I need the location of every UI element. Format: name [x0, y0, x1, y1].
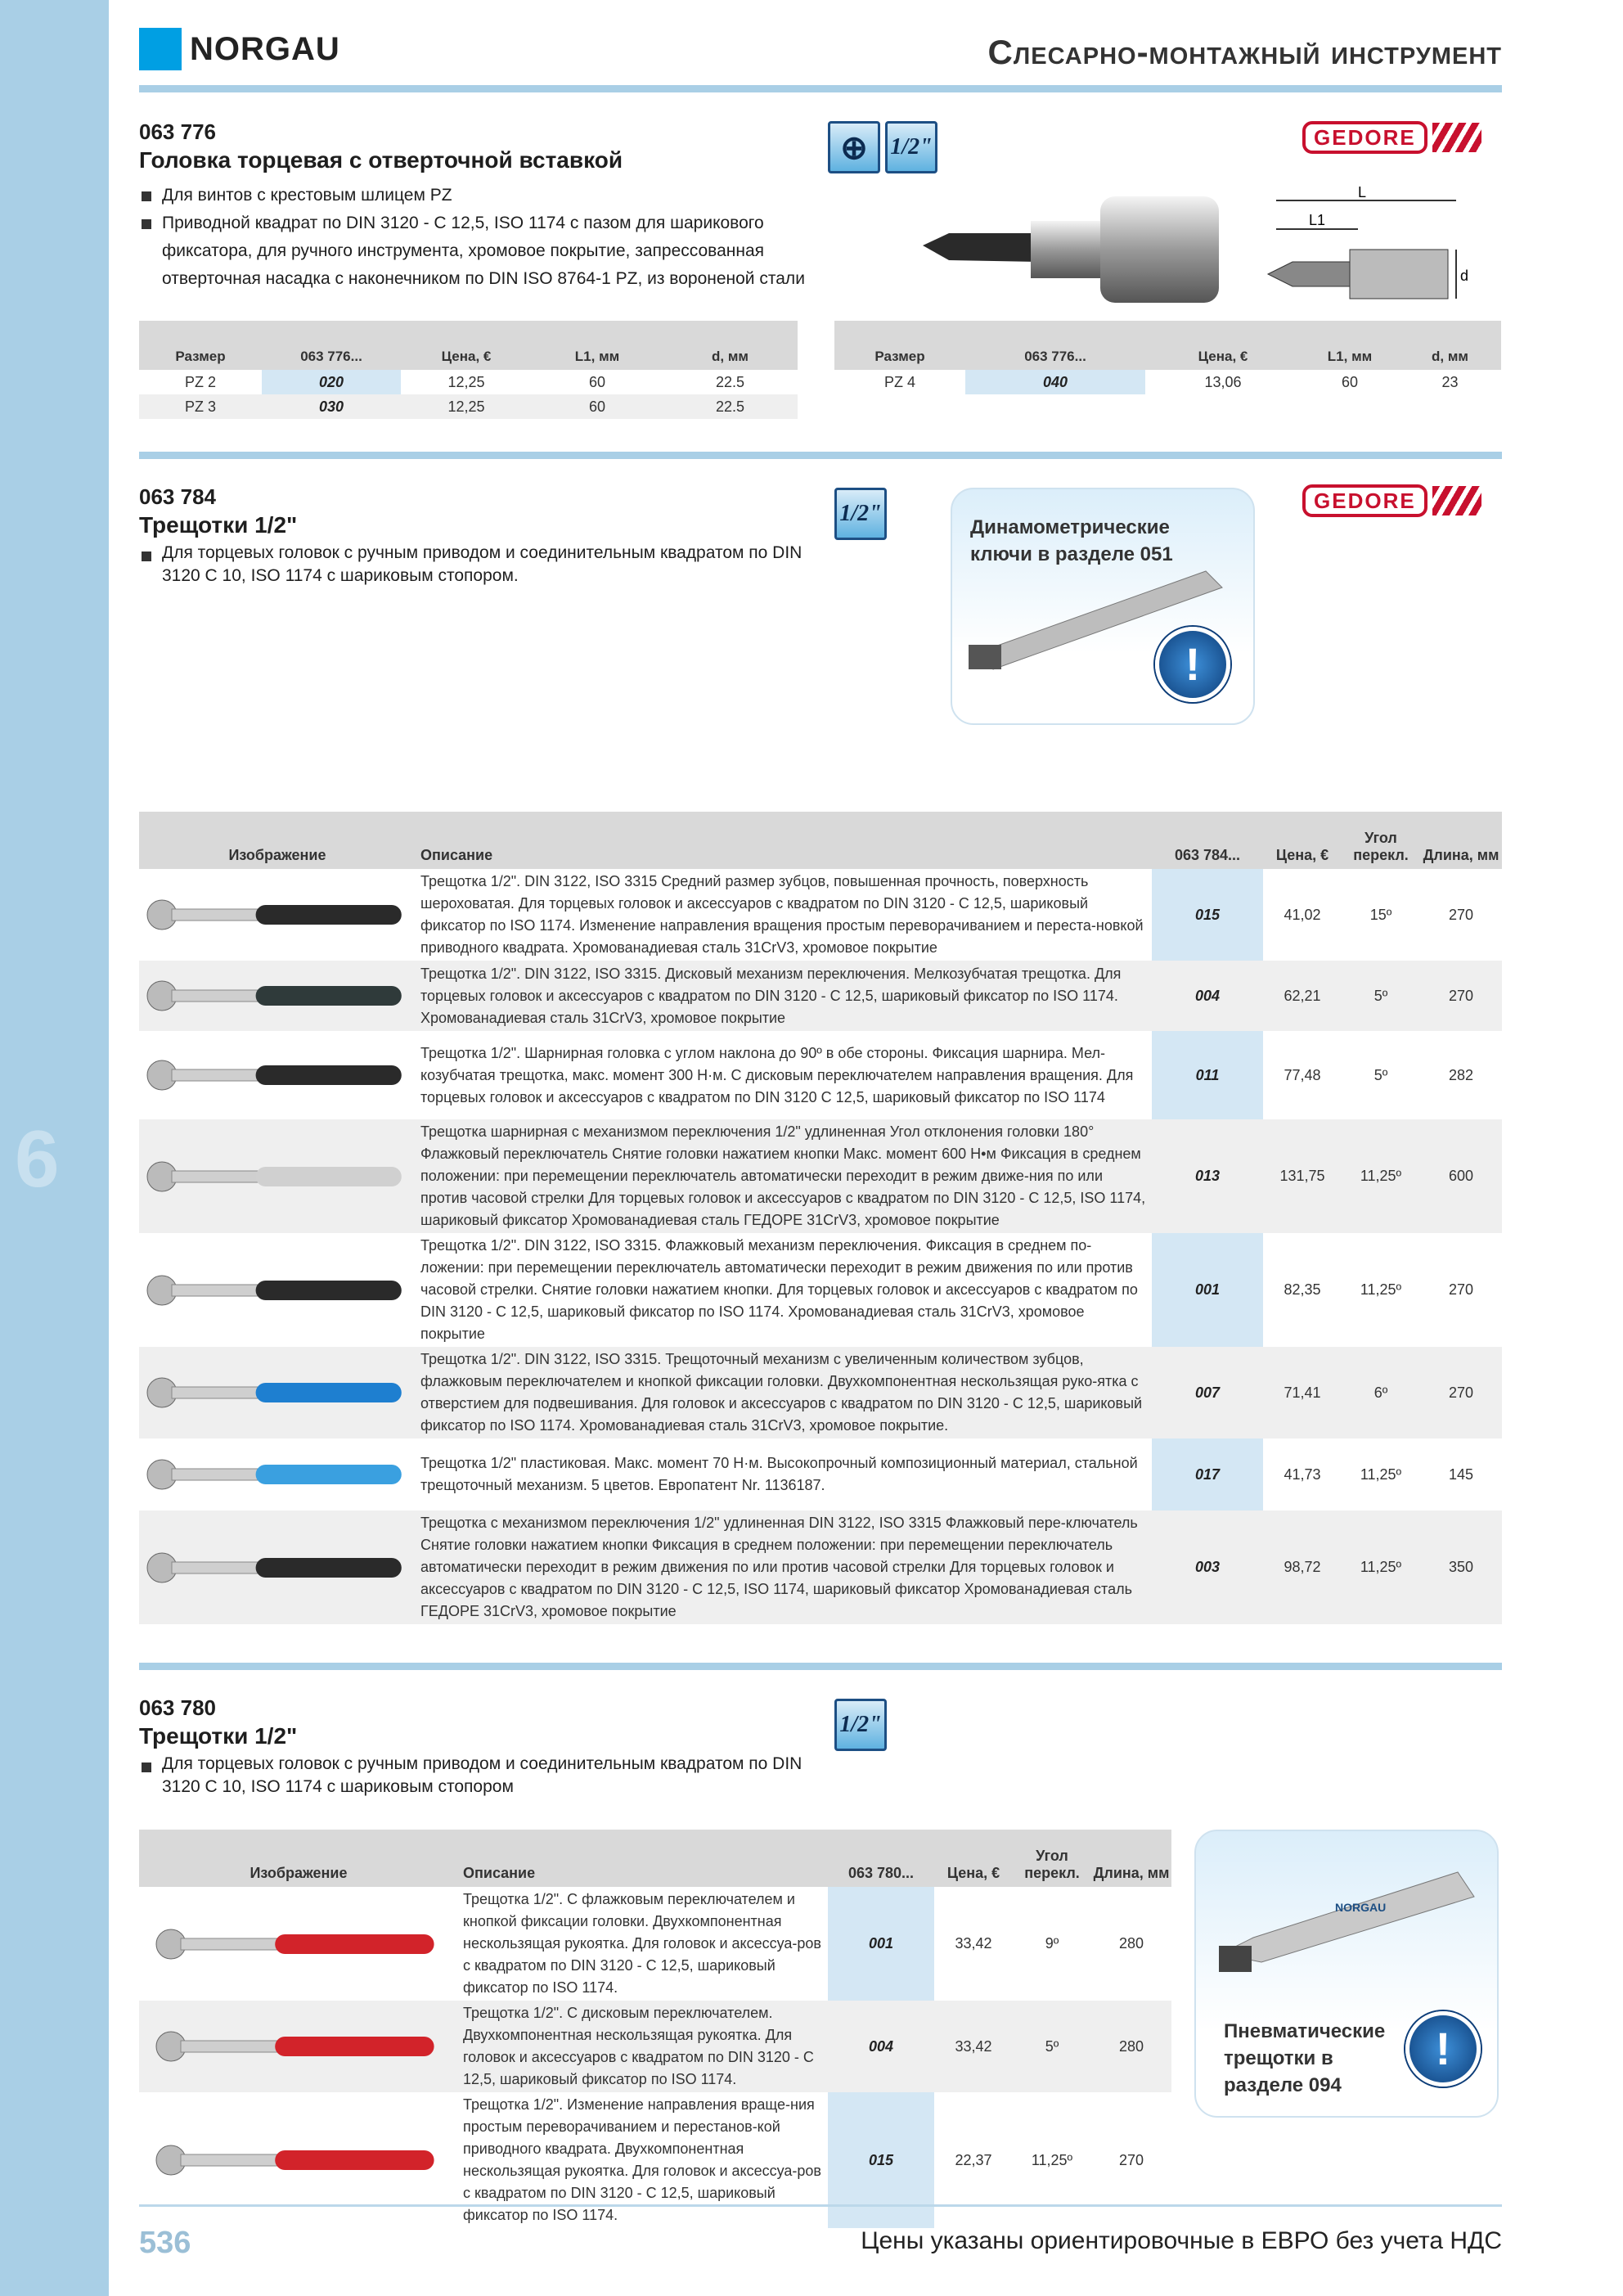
section-code: 063 780 [139, 1695, 216, 1720]
ratchet-image [142, 882, 412, 948]
length-cell: 280 [1091, 2001, 1171, 2092]
col-header: Угол перекл. [1013, 1830, 1091, 1887]
tool-brand-label: NORGAU [1335, 1901, 1387, 1914]
ratchet-image [142, 1144, 412, 1209]
price-cell: 62,21 [1263, 961, 1342, 1031]
divider [139, 452, 1502, 459]
product-image-cell [139, 961, 416, 1031]
table-row [139, 1031, 1502, 1119]
drive-size-badge: 1/2" [834, 1699, 887, 1751]
ratchet-image [142, 1360, 412, 1425]
ratchet-image [151, 2127, 446, 2193]
bullet-item: Для торцевых головок с ручным приводом и соединительным квадратом по DIN 3120 C 10, ISO 1174 с шариковым стопором. [139, 542, 810, 588]
price-cell: 77,48 [1284, 1066, 1321, 1083]
length-cell: 270 [1420, 1347, 1502, 1438]
product-image-cell [139, 2001, 458, 2092]
table-row [139, 1233, 1502, 1347]
article-cell: 015 [828, 2092, 934, 2228]
table-row [139, 961, 1502, 1031]
col-header: Цена, € [401, 321, 532, 370]
description-cell: Трещотка 1/2". Шарнирная головка с углом наклона до 90º в обе стороны. Фиксация шарнира. Мел-козубчатая трещотка, макс. момент 300 Н·м. С дисковым переключателем направления вращения. Для торцевых головок и аксессуаров с квадратом по DIN 3120 C 12,5, шариковый фиксатор по ISO 1174 [420, 1044, 1134, 1105]
promo-torque-wrenches[interactable] [951, 488, 1255, 725]
brand-logo [139, 28, 340, 70]
table-row [139, 1119, 1502, 1233]
article-cell: 011 [1152, 1031, 1263, 1119]
article-cell: 004 [1152, 961, 1263, 1031]
length-cell: 270 [1118, 2151, 1144, 2168]
col-header: 063 784... [1152, 812, 1263, 869]
description-cell: Трещотка 1/2". DIN 3122, ISO 3315. Трещоточный механизм с увеличенным количеством зубцов, флажковым переключателем и кнопкой фиксации головки. Двухкомпонентная нескользящая руко-ятка с отверстием для подвешивания. Для головок и аксессуаров с квадратом по DIN 3120 - C 12,5, шариковый фиксатор по ISO 1174. Хромованадиевая сталь 31CrV3, хромовое покрытие. [416, 1347, 1152, 1438]
col-header: Изображение [139, 1830, 458, 1887]
description-cell: Трещотка шарнирная с механизмом переключения 1/2" удлиненная Угол отклонения головки 180° Флажковый переключатель Снятие головки нажатием кнопки Макс. момент 600 Н•м Фиксация в среднем положении: при перемещении переключатель автоматически переходит в режим движе-ния по или против часовой стрелки Для торцевых головок и аксессуаров с квадратом по DIN 3120 - C 12,5, ISO 1174, шариковый фиксатор Хромованадиевая сталь ГЕДОРЕ 31CrV3, хромовое покрытие [416, 1119, 1152, 1233]
divider [139, 2204, 1502, 2207]
col-header: L1, мм [1301, 321, 1399, 370]
table-row [139, 1438, 1502, 1510]
length-cell: 270 [1448, 906, 1474, 923]
col-header: Описание [458, 1830, 828, 1887]
table-row: PZ 4 040 13,06 60 23 [834, 370, 1501, 394]
section-code: 063 784 [139, 484, 216, 509]
product-image-cell [139, 1347, 416, 1438]
angle-cell: 15º [1369, 906, 1392, 923]
section-title: Головка торцевая с отверточной вставкой [139, 147, 623, 173]
col-header: Длина, мм [1420, 812, 1502, 869]
drive-size-badge: 1/2" [834, 488, 887, 540]
angle-cell: 11,25º [1360, 1465, 1402, 1483]
length-cell: 270 [1448, 1281, 1474, 1298]
angle-cell: 9º [1045, 1935, 1059, 1952]
length-cell: 145 [1448, 1465, 1474, 1483]
col-header: 063 780... [828, 1830, 934, 1887]
promo-text: Динамометрические ключи в разделе 051 [970, 516, 1173, 565]
col-header: Описание [416, 812, 1152, 869]
dim-label-d: d [1460, 268, 1469, 284]
table-row [139, 1347, 1502, 1438]
dimension-drawing [1260, 184, 1489, 315]
bullet-list [139, 1753, 810, 1799]
table-row [139, 1887, 1171, 2001]
price-cell: 41,73 [1284, 1465, 1321, 1483]
col-header: Размер [834, 321, 965, 370]
angle-cell: 5º [1342, 961, 1420, 1031]
ratchet-image [142, 1258, 412, 1323]
table-row [139, 869, 1502, 961]
ratchet-table [139, 812, 1502, 1624]
angle-cell: 5º [1373, 1066, 1388, 1083]
bullet-list [139, 542, 810, 588]
product-image-cell [139, 1119, 416, 1233]
length-cell: 270 [1420, 961, 1502, 1031]
ratchet-image [142, 1535, 412, 1600]
bullet-item: Для винтов с крестовым шлицем PZ [139, 182, 826, 209]
article-cell: 015 [1152, 869, 1263, 961]
angle-cell: 5º [1013, 2001, 1091, 2092]
angle-cell: 11,25º [1360, 1281, 1402, 1298]
col-header: d, мм [663, 321, 798, 370]
gedore-logo [1302, 483, 1499, 519]
description-cell: Трещотка 1/2". Изменение направления враще-ния простым переворачиванием и перестанов-кой приводного квадрата. Двухкомпонентная нескользящая рукоятка. Для головок и аксессуа-ров с квадратом по DIN 3120 - C 12,5, шариковый фиксатор по ISO 1174. [463, 2096, 821, 2223]
col-header: 063 776... [965, 321, 1145, 370]
table-row [139, 2092, 1171, 2228]
section-title: Трещотки 1/2" [139, 1723, 298, 1749]
col-header: Длина, мм [1091, 1830, 1171, 1887]
page-number: 536 [139, 2226, 191, 2260]
length-cell: 282 [1448, 1066, 1474, 1083]
price-cell: 41,02 [1284, 906, 1321, 923]
drive-size-badge: 1/2" [885, 121, 937, 173]
promo-pneumatic-ratchets[interactable] [1194, 1830, 1499, 2118]
ratchet-image [151, 1911, 446, 1977]
article-cell: 013 [1152, 1119, 1263, 1233]
pozidriv-icon: ⊕ [828, 121, 880, 173]
col-header: Цена, € [1263, 812, 1342, 869]
col-header: 063 776... [262, 321, 401, 370]
pneumatic-ratchet-image [1212, 1856, 1482, 1987]
product-image-cell [139, 1233, 416, 1347]
col-header: Угол перекл. [1342, 812, 1420, 869]
gedore-logo-text: GEDORE [1302, 484, 1427, 517]
article-cell: 003 [1152, 1510, 1263, 1624]
angle-cell: 11,25º [1342, 1119, 1420, 1233]
col-header: Цена, € [1145, 321, 1301, 370]
product-image-cell [139, 869, 416, 961]
length-cell: 350 [1420, 1510, 1502, 1624]
bullet-item: Для торцевых головок с ручным приводом и соединительным квадратом по DIN 3120 C 10, ISO 1174 с шариковым стопором [139, 1753, 810, 1799]
brand-name: NORGAU [190, 30, 340, 67]
description-cell: Трещотка 1/2". DIN 3122, ISO 3315 Средний размер зубцов, повышенная прочность, поверхность шероховатая. Для торцевых головок и аксессуаров с квадратом по DIN 3120 - C 12,5, шариковый фиксатор по ISO 1174. Изменение направления вращения простым переворачиванием и переста-новкой приводного квадрата. Хромованадиевая сталь 31CrV3, хромовое покрытие [420, 873, 1144, 956]
product-image-cell [139, 2092, 458, 2228]
description-cell: Трещотка 1/2". DIN 3122, ISO 3315. Флажковый механизм переключения. Фиксация в среднем по-ложении: при перемещении переключатель автоматически переходит в режим движения по или против часовой стрелки. Снятие головки нажатием кнопки. Для торцевых головок и аксессуаров с квадратом по DIN 3120 - C 12,5, шариковый фиксатор по ISO 1174. Хромованадиевая сталь 31CrV3, хромовое покрытие [420, 1237, 1138, 1342]
col-header: Изображение [139, 812, 416, 869]
gedore-logo-text: GEDORE [1302, 121, 1427, 154]
article-cell: 007 [1152, 1347, 1263, 1438]
article-cell: 001 [828, 1887, 934, 2001]
article-cell: 017 [1152, 1438, 1263, 1510]
price-cell: 33,42 [934, 2001, 1013, 2092]
product-image-cell [139, 1031, 416, 1119]
section-code: 063 776 [139, 119, 216, 144]
description-cell: Трещотка 1/2". DIN 3122, ISO 3315. Дисковый механизм переключения. Мелкозубчатая трещотка. Для торцевых головок и аксессуаров с квадратом по DIN 3120 - C 12,5, шариковый фиксатор по ISO 1174. Хромованадиевая сталь 31CrV3, хромовое покрытие [416, 961, 1152, 1031]
length-cell: 600 [1420, 1119, 1502, 1233]
description-cell: Трещотка 1/2". С флажковым переключателем и кнопкой фиксации головки. Двухкомпонентная нескользящая рукоятка. Для головок и аксессуа-ров с квадратом по DIN 3120 - C 12,5, шариковый фиксатор по ISO 1174. [463, 1891, 821, 1996]
angle-cell: 11,25º [1031, 2151, 1073, 2168]
info-exclamation-icon: ! [1155, 627, 1230, 702]
description-cell: Трещотка 1/2". С дисковым переключателем. Двухкомпонентная нескользящая рукоятка. Для головок и аксессуаров с квадратом по DIN 3120 - C 12,5, шариковый фиксатор по ISO 1174. [458, 2001, 828, 2092]
price-cell: 33,42 [955, 1935, 992, 1952]
ratchet-table-2 [139, 1830, 1171, 2228]
col-header: L1, мм [532, 321, 663, 370]
article-cell: 004 [828, 2001, 934, 2092]
bullet-list [139, 182, 826, 293]
size-table-right [834, 321, 1501, 394]
divider [139, 1663, 1502, 1670]
table-row [139, 2001, 1171, 2092]
info-exclamation-icon: ! [1405, 2011, 1481, 2087]
bullet-item: Приводной квадрат по DIN 3120 - C 12,5, ISO 1174 с пазом для шарикового фиксатора, для ручного инструмента, хромовое покрытие, запрессованная отверточная насадка с наконечником по DIN ISO 8764-1 PZ, из вороненой стали [139, 209, 826, 293]
price-cell: 22,37 [955, 2151, 992, 2168]
product-image-cell [139, 1510, 416, 1624]
chapter-number: 6 [15, 1114, 60, 1204]
section-title: Трещотки 1/2" [139, 512, 298, 538]
price-cell: 71,41 [1263, 1347, 1342, 1438]
dim-label-l1: L1 [1309, 212, 1326, 228]
ratchet-image [151, 2014, 446, 2079]
brand-square-icon [139, 28, 182, 70]
table-row [139, 1510, 1502, 1624]
ratchet-image [142, 965, 412, 1027]
table-row: PZ 3 030 12,25 60 22.5 [139, 394, 798, 419]
ratchet-image [142, 1042, 412, 1108]
page-title: Слесарно-монтажный инструмент [987, 33, 1502, 71]
description-cell: Трещотка 1/2" пластиковая. Макс. момент 70 Н·м. Высокопрочный композиционный материал, стальной трещоточный механизм. 5 цветов. Европатент Nr. 1136187. [420, 1455, 1138, 1493]
angle-cell: 11,25º [1342, 1510, 1420, 1624]
col-header: Цена, € [934, 1830, 1013, 1887]
description-cell: Трещотка с механизмом переключения 1/2" удлиненная DIN 3122, ISO 3315 Флажковый пере-ключатель Снятие головки нажатием кнопки Фиксация в среднем положении: при перемещении переключатель автоматически переходит в режим движения по или против часовой стрелки Для торцевых головок и аксессуаров с квадратом по DIN 3120 - C 12,5, ISO 1174, шариковый фиксатор Хромованадиевая сталь ГЕДОРЕ 31CrV3, хромовое покрытие [416, 1510, 1152, 1624]
article-cell: 001 [1152, 1233, 1263, 1347]
angle-cell: 6º [1342, 1347, 1420, 1438]
footer-note: Цены указаны ориентировочные в ЕВРО без учета НДС [861, 2227, 1502, 2254]
price-cell: 98,72 [1263, 1510, 1342, 1624]
length-cell: 280 [1118, 1935, 1144, 1952]
table-row: PZ 2 020 12,25 60 22.5 [139, 370, 798, 394]
promo-text: Пневматические трещотки в разделе 094 [1224, 2020, 1386, 2096]
ratchet-image [142, 1443, 412, 1506]
col-header: Размер [139, 321, 262, 370]
gedore-logo [1302, 119, 1499, 155]
socket-bit-image [916, 188, 1227, 311]
col-header: d, мм [1399, 321, 1501, 370]
price-cell: 82,35 [1284, 1281, 1321, 1298]
dim-label-l: L [1358, 184, 1367, 200]
divider [139, 85, 1502, 92]
product-image-cell [139, 1438, 416, 1510]
price-cell: 131,75 [1263, 1119, 1342, 1233]
size-table-left [139, 321, 798, 419]
product-image-cell [139, 1887, 458, 2001]
